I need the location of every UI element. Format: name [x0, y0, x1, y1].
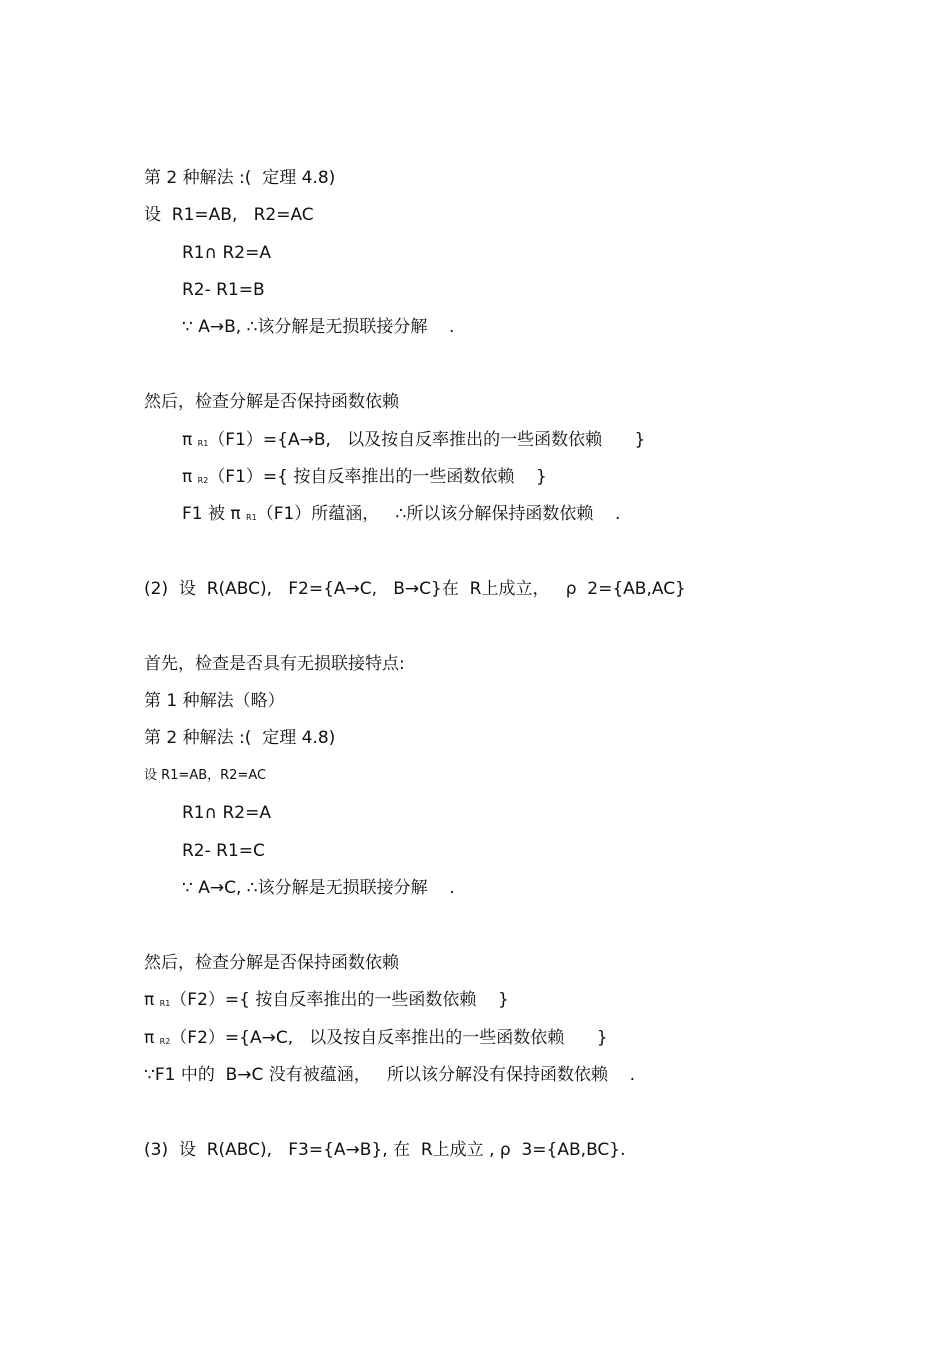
let-decomposition-line-b: 设 R1=AB，R2=AC [144, 768, 267, 783]
projection-r2-line-b: π $_{R2}$（F2）={A→C, 以及按自反率推出的一些函数依赖 } [144, 1028, 608, 1048]
method-2-heading: 第 2 种解法 :( 定理 4.8) [144, 168, 336, 188]
not-preserved-conclusion-line: ∵F1 中的 B→C 没有被蕴涵， 所以该分解没有保持函数依赖 . [144, 1065, 636, 1085]
check-dependency-heading: 然后，检查分解是否保持函数依赖 [144, 392, 399, 412]
problem-2-statement: (2) 设 R(ABC), F2={A→C, B→C}在 R上成立， ρ 2={AB,AC} [144, 579, 686, 599]
check-dependency-heading-b: 然后，检查分解是否保持函数依赖 [144, 953, 399, 973]
check-lossless-heading: 首先，检查是否具有无损联接特点: [144, 654, 405, 674]
method-2-heading-b: 第 2 种解法 :( 定理 4.8) [144, 728, 336, 748]
let-decomposition-line: 设 R1=AB, R2=AC [144, 205, 314, 225]
conclusion-lossless-line-b: ∵ A→C, ∴该分解是无损联接分解 . [182, 878, 455, 898]
projection-r2-line: π $_{R2}$（F1）={ 按自反率推出的一些函数依赖 } [182, 467, 547, 487]
difference-line-b: R2- R1=C [182, 841, 265, 861]
conclusion-lossless-line: ∵ A→B, ∴该分解是无损联接分解 . [182, 317, 455, 337]
intersection-line-b: R1∩ R2=A [182, 803, 271, 823]
difference-line: R2- R1=B [182, 280, 265, 300]
projection-r1-line: π $_{R1}$（F1）={A→B, 以及按自反率推出的一些函数依赖 } [182, 430, 646, 450]
method-1-heading: 第 1 种解法（略） [144, 691, 285, 711]
implied-conclusion-line: F1 被 π $_{R1}$（F1）所蕴涵， ∴所以该分解保持函数依赖 . [182, 504, 621, 524]
intersection-line: R1∩ R2=A [182, 243, 271, 263]
problem-3-statement: (3) 设 R(ABC), F3={A→B}, 在 R上成立 , ρ 3={AB,BC}. [144, 1140, 626, 1160]
projection-r1-line-b: π $_{R1}$（F2）={ 按自反率推出的一些函数依赖 } [144, 990, 509, 1010]
